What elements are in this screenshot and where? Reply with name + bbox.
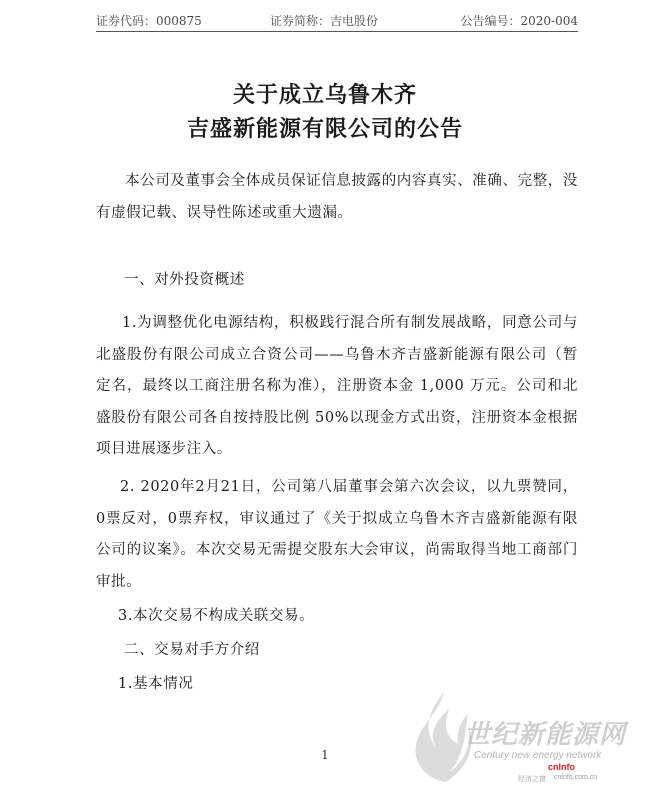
stock-name-label: 证券简称：吉电股份 <box>270 14 379 28</box>
title-line-1: 关于成立乌鲁木齐 <box>232 82 417 108</box>
section-1-paragraph-1 <box>96 308 578 466</box>
site-watermark <box>406 686 636 786</box>
watermark-title: 世纪新能源网 <box>464 719 627 749</box>
cninfo-url: cnlnfo.com.cn <box>554 774 598 781</box>
section-1-p1-text: 1.为调整优化电源结构，积极践行混合所有制发展战略，同意公司与北盛股份有限公司成立合资公司——乌鲁木齐吉盛新能源有限公司（暂定名，最终以工商注册名称为准），注册资本金 1,000 万元。公司和北盛股份有限公司各自按持股比例 50%以现金方式出资，注册资本金根据项目进展逐步注入。 <box>96 315 578 457</box>
section-1-paragraph-2 <box>96 472 578 598</box>
section-1-p2-text: 2. 2020年2月21日，公司第八届董事会第六次会议，以九票赞同，0票反对，0票弃权，审议通过了《关于拟成立乌鲁木齐吉盛新能源有限公司的议案》。本次交易无需提交股东大会审议，尚需取得当地工商部门审批。 <box>96 479 578 590</box>
watermark-subtitle: Century new energy network <box>474 750 602 761</box>
title-line-2: 吉盛新能源有限公司的公告 <box>186 116 463 142</box>
stock-code-label: 证券代码：000875 <box>96 14 202 28</box>
document-header <box>96 12 578 32</box>
section-2-heading: 二、交易对手方介绍 <box>124 642 260 658</box>
section-2-subheading: 1.基本情况 <box>118 676 194 692</box>
cninfo-logo: cnlnfo <box>548 762 575 772</box>
intro-text: 本公司及董事会全体成员保证信息披露的内容真实、准确、完整，没有虚假记载、误导性陈述或重大遗漏。 <box>96 173 578 221</box>
section-1-heading: 一、对外投资概述 <box>124 272 245 288</box>
header-divider <box>96 31 578 32</box>
page-number: 1 <box>321 748 329 762</box>
notice-number-label: 公告编号：2020-004 <box>460 14 578 28</box>
section-1-paragraph-3: 3.本次交易不构成关联交易。 <box>118 608 315 624</box>
cninfo-logo-subtitle: 经济之窗 <box>518 776 546 783</box>
intro-paragraph <box>96 166 578 229</box>
